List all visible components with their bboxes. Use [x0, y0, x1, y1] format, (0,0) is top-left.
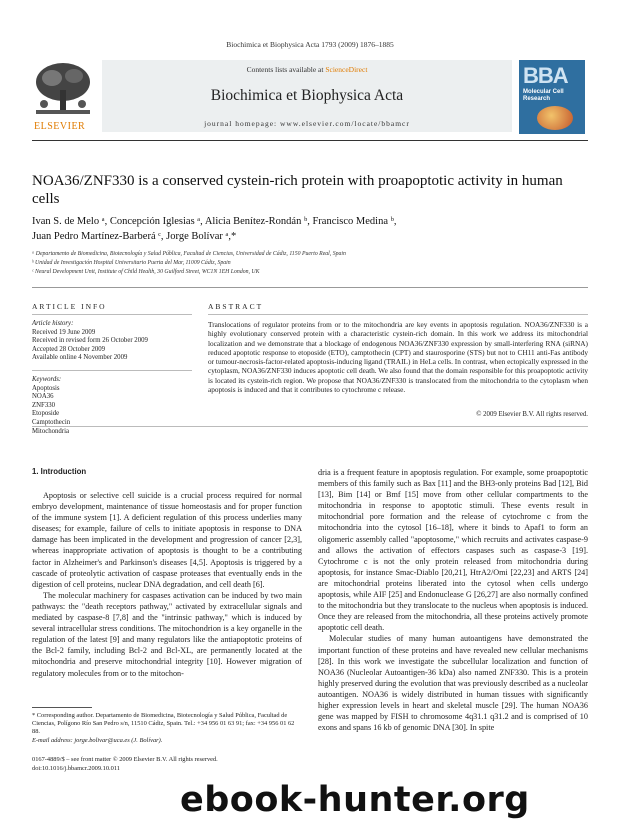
issn-line: 0167-4889/$ – see front matter © 2009 Elsevier B.V. All rights reserved.: [32, 756, 218, 763]
keyword-item: ZNF330: [32, 401, 56, 409]
footnote-email: E-mail address: jorge.bolivar@uca.es (J. Bolívar).: [32, 737, 163, 744]
journal-banner: [102, 60, 512, 132]
keywords-block: [32, 376, 197, 436]
intro-paragraph-2: The molecular machinery for caspases activation can be induced by two main pathways: the "death receptors pathway," activated by extracellular signals and mediated by caspase-8 [7,8] and the "intrinsic pathway," which is induced by several intracellular stress conditions. The mitochondrion is a key organelle in the regulation of the latest [9] and many regulators like the antiapoptotic proteins of the Bcl-2 family, including Bcl-2 and Bcl-XL, are permanently located at the mitochondria and preserve mitochondrial integrity [10]. However migration of regulatory molecules from or to the mitochon-: [32, 590, 302, 678]
footnote-rule: [32, 707, 92, 708]
cover-subtitle-line1: Molecular Cell: [523, 89, 564, 95]
article-info-rule: [32, 314, 192, 315]
intro-paragraph-4: Molecular studies of many human autoantigens have demonstrated the important function of these proteins and have revealed new cellular mechanisms [28]. In this work we investigate the subcellular localization and function of NOA36 (Nucleolar Autoantigen-36 kDa) also named ZNF330. This is a protein highly preserved during the evolution that was previously described as a nucleolar autoantigen. NOA36 is widely distributed in human tissues with significantly higher expression levels in heart and skeletal muscle [29]. The human NOA36 gene was mapped by FISH to chromosome 4q31.1 q31.2 and is comprised of 10 exons and spans 16 kb of genomic DNA [30]. In spite: [318, 634, 588, 733]
keyword-item: Camptothecin: [32, 418, 71, 426]
history-accepted: Accepted 28 October 2009: [32, 345, 106, 353]
section-heading: 1. Introduction: [32, 467, 87, 476]
right-column: [318, 467, 588, 733]
affiliation-rule: [32, 287, 588, 288]
masthead-rule: [32, 140, 588, 141]
running-head: Biochimica et Biophysica Acta 1793 (2009) 1876–1885: [226, 40, 394, 49]
abstract-rule: [208, 314, 588, 315]
abstract-text: Translocations of regulator proteins from or to the mitochondria are key events in apoptosis regulation. NOA36/ZNF330 is a highly evolutionary conserved protein with a characteristic cystein-rich domain. In this work we address its mitochondrial localization and we demonstrate that a blockage of endogenous NOA36/ZNF330 expression by small-interfering RNA (siRNA) reduced apoptotic response to etoposide (ETO), camptothecin (CPT) and staurosporine (STS) but not to CH11 anti-Fas antibody or tumour-necrosis-factor-related apoptosis-inducing ligand (TRAIL) in HeLa cells. In contrast, when ectopically expressed in the cytoplasm, NOA36/ZNF330 induces apoptotic cell death. We also found that the domain responsible for this proapoptotic activity is located its cystein-rich region. We propose that NOA36/ZNF330 is translocated from the mitochondria to the cytoplasm when apoptosis is induced and that it contributes to cytochrome c release.: [208, 320, 588, 395]
history-online: Available online 4 November 2009: [32, 354, 128, 362]
keyword-item: Apoptosis: [32, 384, 60, 392]
intro-paragraph-1: Apoptosis or selective cell suicide is a crucial process required for normal embryo development, maintenance of tissue homeostasis and for proper function of the immune system [1]. A deficient regulation of this process underlies many diseases; for example, failure of cells to initiate apoptosis in response to DNA damage has been implicated in the development and progression of cancer [2,3], whereas inappropriate activation of apoptosis is thought to be a contributing factor in Alzheimer's and Parkinson's diseases [4,5]. Apoptosis is triggered by a cascade of proteolytic activation of caspase proteases that eventually ends in the digestion of cell proteins, nuclear DNA degradation, and cell death [6].: [32, 491, 302, 589]
history-revised: Received in revised form 26 October 2009: [32, 337, 148, 345]
left-column: [32, 490, 302, 679]
publisher-name: ELSEVIER: [34, 121, 86, 132]
article-info-heading: ARTICLE INFO: [32, 302, 107, 311]
sciencedirect-link[interactable]: ScienceDirect: [325, 65, 368, 74]
cover-subtitle: [523, 89, 564, 103]
article-history: [32, 320, 197, 363]
affiliation-c: ᶜ Neural Development Unit, Institute of Child Health, 30 Guilford Street, WC1N 1EH London, UK: [32, 269, 260, 275]
footnote-corresponding: * Corresponding author. Departamento de Biomedicina, Biotecnología y Salud Pública, Facultad de Ciencias, Polígono Río San Pedro s/n, 11510 Cádiz, Spain. Tel.: +34 956 01 63 91; fax: +34 956 01 62 88.: [32, 712, 295, 735]
journal-cover: [519, 60, 585, 134]
article-title: NOA36/ZNF330 is a conserved cystein-rich protein with proapoptotic activity in human cells: [32, 173, 563, 207]
authors-line-1: Ivan S. de Melo ᵃ, Concepción Iglesias ᵃ, Alicia Benítez-Rondán ᵇ, Francisco Medina ᵇ,: [32, 216, 397, 227]
intro-paragraph-3: dria is a frequent feature in apoptosis regulation. For example, some proapoptotic members of this family such as Bax [11] and the BH3-only proteins Bad [12], Bid [13], Bim [14] or Bmf [15] move from other cellular compartments to the mitochondria in response to apoptotic stimuli. These events result in mitochondrial pore formation and the release of cytochrome c from the mitochondria into the cytosol [16–18], where it binds to Apaf1 to form an oligomeric assembly called "apoptosome," which recruits and activates caspase-9 and allows the activation of effectors caspases such as caspase-3 [19]. Cytochrome c is not the only protein released from mitochondria during apoptosis, for instance Smac-Diablo [20,21], HtrA2/Omi [22,23] and ARTS [24] are mitochondrial proteins liberated into the cytosol when cells undergo apoptosis, while AIF [25] and Endonuclease G [26,27] are also normally confined to the mitochondria but they translocate to the nucleus when apoptosis is induced. Once they are released from the mitochondria, all these proteins actively promote apoptotic cell death.: [318, 468, 588, 633]
journal-masthead: [32, 60, 588, 140]
cover-title: BBA: [523, 63, 568, 88]
abstract-copyright: © 2009 Elsevier B.V. All rights reserved.: [476, 411, 588, 418]
keywords-rule: [32, 370, 192, 371]
cover-subtitle-line2: Research: [523, 96, 551, 102]
keyword-item: NOA36: [32, 393, 54, 401]
doi-link[interactable]: doi:10.1016/j.bbamcr.2009.10.011: [32, 765, 120, 772]
elsevier-tree-icon: [32, 60, 94, 118]
watermark: ebook-hunter.org: [180, 780, 530, 820]
author-list: [32, 214, 588, 244]
history-received: Received 19 June 2009: [32, 328, 96, 336]
history-label: Article history:: [32, 320, 74, 327]
affiliation-a: ᵃ Departamento de Biomedicina, Biotecnología y Salud Pública, Facultad de Ciencias, Universidad de Cádiz, 1150 Puerto Real, Spain: [32, 251, 346, 257]
authors-line-2: Juan Pedro Martínez-Barberá ᶜ, Jorge Bolívar ᵃ,*: [32, 231, 237, 242]
journal-name: Biochimica et Biophysica Acta: [210, 87, 404, 104]
affiliation-b: ᵇ Unidad de Investigación Hospital Universitario Puerta del Mar, 11009 Cádiz, Spain: [32, 260, 231, 266]
keyword-item: Mitochondria: [32, 427, 69, 435]
elsevier-logo: [32, 60, 97, 132]
keywords-label: Keywords:: [32, 376, 62, 383]
contents-line: [102, 65, 512, 74]
keyword-item: Etoposide: [32, 410, 60, 418]
contents-prefix: Contents lists available at: [246, 65, 324, 74]
abstract-bottom-rule: [32, 426, 588, 427]
cover-image: [537, 106, 573, 130]
journal-homepage[interactable]: journal homepage: www.elsevier.com/locate/bbamcr: [204, 119, 410, 128]
abstract-heading: ABSTRACT: [208, 302, 264, 311]
